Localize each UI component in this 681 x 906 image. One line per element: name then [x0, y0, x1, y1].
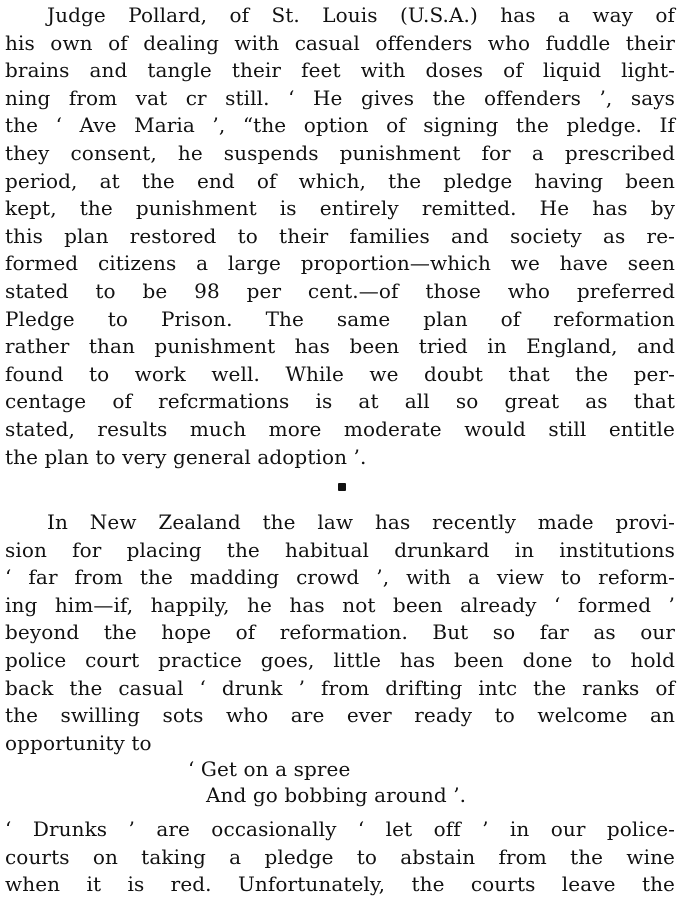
text-line: courts on taking a pledge to abstain from the wine: [5, 844, 675, 869]
text-line: opportunity to: [5, 730, 152, 755]
text-line: rather than punishment has been tried in England, and: [5, 334, 675, 359]
text-line: this plan restored to their families and society as re-: [5, 223, 675, 248]
paragraph-new-zealand: [5, 509, 675, 757]
text-line: stated to be 98 per cent.—of those who preferred: [5, 278, 675, 303]
text-line: ‘ far from the madding crowd ’, with a view to reform-: [5, 565, 675, 590]
text-line: centage of refcrmations is at all so great as that: [5, 389, 675, 414]
text-line: Judge Pollard, of St. Louis (U.S.A.) has a way of: [47, 3, 675, 27]
text-line: sion for placing the habitual drunkard in institutions: [5, 537, 675, 562]
text-line: formed citizens a large proportion—which we have seen: [5, 251, 675, 276]
verse-line: And go bobbing around ’.: [206, 783, 467, 807]
text-line: period, at the end of which, the pledge having been: [5, 168, 675, 193]
paragraph-judge-pollard: [5, 2, 675, 471]
text-line: kept, the punishment is entirely remitted. He has by: [5, 196, 675, 221]
paragraph-drunks-let-off: [5, 816, 675, 899]
section-separator-dot: [338, 483, 346, 491]
text-line: stated, results much more moderate would still entitle: [5, 416, 675, 441]
text-line: Pledge to Prison. The same plan of reformation: [5, 306, 675, 331]
text-line: beyond the hope of reformation. But so far as our: [5, 620, 675, 645]
text-line: when it is red. Unfortunately, the courts leave the: [5, 872, 675, 897]
text-line: the swilling sots who are ever ready to welcome an: [5, 703, 675, 728]
verse-line: ‘ Get on a spree: [188, 757, 351, 781]
text-line: police court practice goes, little has been done to hold: [5, 647, 675, 672]
text-line: ning from vat cr still. ‘ He gives the offenders ’, says: [5, 85, 675, 110]
text-line: In New Zealand the law has recently made provi-: [47, 510, 675, 534]
text-line: the ‘ Ave Maria ’, “the option of signing the pledge. If: [5, 113, 675, 138]
text-line: the plan to very general adoption ’.: [5, 444, 367, 469]
text-line: ing him—if, happily, he has not been already ‘ formed ’: [5, 592, 675, 617]
text-line: back the casual ‘ drunk ’ from drifting intc the ranks of: [5, 675, 675, 700]
text-line: ‘ Drunks ’ are occasionally ‘ let off ’ in our police-: [5, 817, 675, 841]
text-line: found to work well. While we doubt that the per-: [5, 361, 675, 386]
text-line: his own of dealing with casual offenders who fuddle their: [5, 30, 675, 55]
text-line: they consent, he suspends punishment for a prescribed: [5, 140, 675, 165]
text-line: brains and tangle their feet with doses of liquid light-: [5, 58, 675, 83]
verse-quote: [188, 756, 466, 808]
